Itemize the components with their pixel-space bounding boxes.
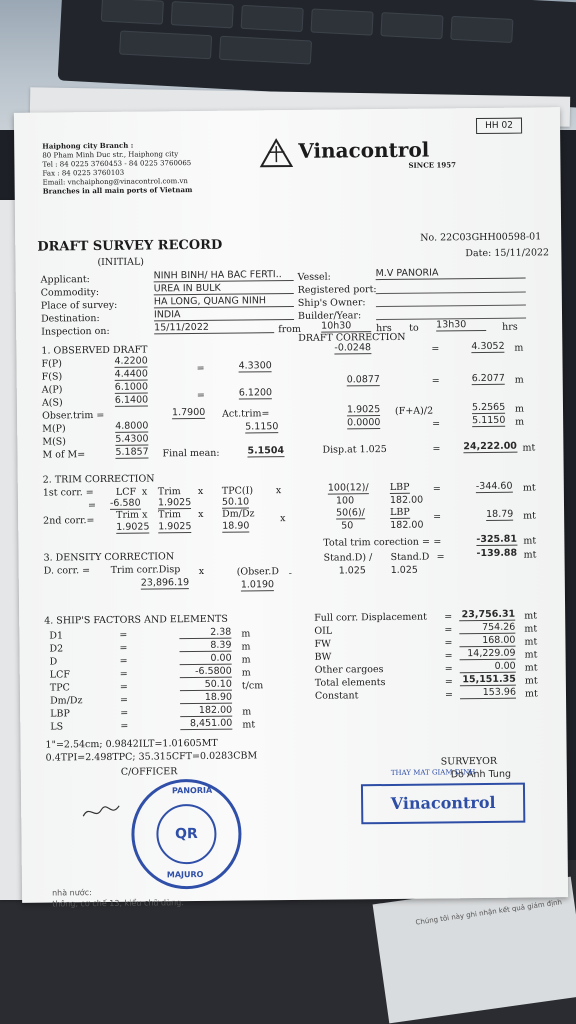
vessel-label: Vessel: xyxy=(297,271,331,283)
factor-label: LBP xyxy=(50,708,70,720)
record-number: No. 22C03GHH00598-01 xyxy=(420,231,542,244)
element-unit: mt xyxy=(524,623,538,635)
factor-value: 8.39 xyxy=(179,640,231,653)
destination-value: INDIA xyxy=(154,308,294,321)
stamp-port: MAJURO xyxy=(166,869,204,880)
fp-value: 4.2200 xyxy=(114,355,148,367)
first-corr-result: -344.60 xyxy=(475,480,513,493)
brand-since: SINCE 1957 xyxy=(408,160,457,170)
mp-label: M(P) xyxy=(42,423,66,435)
element-equals: = xyxy=(444,624,453,636)
footer-text-2: thông, cơ chế 13, kiểu chữ dùng. xyxy=(52,898,184,909)
factor-unit: m xyxy=(241,654,251,666)
fp-label: F(P) xyxy=(41,358,62,370)
factor-equals: = xyxy=(119,694,129,706)
a-correction-value: 0.0877 xyxy=(346,374,380,386)
as-value: 6.1400 xyxy=(114,394,149,406)
element-value: 0.00 xyxy=(460,661,516,674)
element-unit: mt xyxy=(524,675,538,687)
m-correction-value: 1.9025 xyxy=(346,404,381,416)
officer-label: C/OFFICER xyxy=(120,766,178,778)
obser-density-value: 1.0190 xyxy=(240,579,275,591)
factor-unit: m xyxy=(241,628,251,640)
record-title: DRAFT SURVEY RECORD xyxy=(37,237,223,255)
trim-corr-disp-value: 23,896.19 xyxy=(140,577,190,589)
form-code: HH 02 xyxy=(476,118,522,134)
total-trim-label: Total trim corection = xyxy=(323,536,430,549)
brand-name: Vinacontrol xyxy=(298,137,430,163)
element-equals: = xyxy=(444,663,453,675)
note-text: Chúng tôi này ghi nhận kết quả giám định xyxy=(415,898,563,927)
inspection-label: Inspection on: xyxy=(41,325,110,338)
density-label: D. corr. = xyxy=(43,565,91,577)
f-correction-value: -0.0248 xyxy=(334,342,372,354)
vinacontrol-stamp xyxy=(361,783,525,825)
factor-label: D1 xyxy=(49,630,64,642)
element-value: 14,229.09 xyxy=(460,648,516,661)
a-corrected-value: 6.2077 xyxy=(471,372,505,385)
element-label: Total elements xyxy=(314,677,386,689)
stamp-ship-name: PANORIA xyxy=(171,785,213,796)
element-label: Full corr. Displacement xyxy=(314,611,427,624)
factor-equals: = xyxy=(120,720,129,732)
record-subtitle: (INITIAL) xyxy=(97,256,145,269)
draft-survey-document: HH 02 Haiphong city Branch : 80 Pham Minh Duc str., Haiphong city Tel : 84 0225 3760453 - 84 0225 3760065 Fax : 84 0225 3760103 Email: vnchaiphong@vinacontrol.com.vn Branches in all main ports of Vietnam Vinacontrol SINCE 1957 DRAFT SURVEY RECORD (INITIAL) No. 22C03GHH00598-01 Date: 15/11/2022 Applicant: Commodity: Place of survey: Destination: Inspection on: NINH BINH/ HA BAC FERTI.. UREA IN BULK HA LONG, QUANG NINH INDIA 15/11/2022 from 10h30 hrs to 13h30 hrs Vessel: Registered port: Ship's Owner: Builder/Year: M.V PANORIA 1. OBSERVED DRAFT DRAFT CORRECTION F(P) F(S) A(P) A(S) Obser.trim = M(P) M(S) M of M= 4.2200 4.4400 6.1000 6.1400 4.8000 5.4300 5.1857 = 4.3300 = 6.1200 1.7900 Act.trim= 5.1150 Final mean: 5.1504 -0.0248 = 4.3052 m 0.0877 = 6.2077 m 1.9025 (F+A)/2 5.2565 m 0.0000 = 5.1150 m Disp.at 1.025 = 24,222.00 mt 2. TRIM CORRECTION 1st corr. = LCF x Trim x TPC(I) x = -6.580 1.9025 50.10 2nd corr.= Trim x Trim x Dm/Dz x 1.9025 1.9025 18.90 100(12)/ 100 50(6)/ 50 LBP 182.00 LBP 182.00 = -344.60 mt = 18.79 mt 3. DENSITY CORRECTION D. corr. = Trim corr.Disp x 23,896.19 (Obser.D 1.0190 - Total trim corection = Stand.D) / 1.025 Stand.D 1.025 = = -325.81 mt -139.88 mt 4. SHIP'S FACTORS AND ELEMENTS D1 = 2.38 m D2 = 8.39 m D = 0.00 m LCF = -6.5800 m TPC = 50.10 t/cm Dm/Dz = 18.90 LBP = 182.00 m LS = 8,451.00 mt 1"=2.54cm; 0.9842ILT=1.01605MT 0.4TPI=2.498TPC; 35.315CFT=0.0283CBM Full corr. Displacement = 23,756.31 mt OIL = 754.26 mt FW = 168.00 mt BW = 14,229.09 mt Other cargoes = 0.00 mt Total elements = 15,151.35 mt Constant = 153.96 mt C/OFFICER SURVEYOR Do Anh Tung THAY MAT GIAM DINH Vinacontrol PANORIA MAJURO QR nhà nước: thông, cơ chế 13, kiểu chữ dùng. xyxy=(14,107,568,903)
applicant-label: Applicant: xyxy=(40,274,90,286)
factor-equals: = xyxy=(119,668,128,680)
factor-label: D2 xyxy=(49,643,64,655)
hrs-label-2: hrs xyxy=(502,321,518,333)
branch-ports: Branches in all main ports of Vietnam xyxy=(42,185,193,196)
conversion-note-1: 1"=2.54cm; 0.9842ILT=1.01605MT xyxy=(45,737,218,751)
element-unit: mt xyxy=(524,610,538,622)
to-value: 13h30 xyxy=(436,319,486,332)
f-mean-value: 4.3300 xyxy=(238,360,272,372)
footer-text-1: nhà nước: xyxy=(52,888,92,898)
conversion-note-2: 0.4TPI=2.498TPC; 35.315CFT=0.0283CBM xyxy=(45,750,258,764)
s1-title: 1. OBSERVED DRAFT xyxy=(41,344,148,357)
place-value: HA LONG, QUANG NINH xyxy=(154,295,294,308)
applicant-value: NINH BINH/ HA BAC FERTI.. xyxy=(154,269,294,282)
factor-value: 18.90 xyxy=(180,692,232,705)
surveyor-name: Do Anh Tung xyxy=(450,768,512,781)
place-label: Place of survey: xyxy=(40,299,118,312)
total-trim-result: -325.81 xyxy=(476,533,518,546)
density-result: -139.88 xyxy=(476,547,518,560)
commodity-label: Commodity: xyxy=(40,286,100,299)
final-mean-label: Final mean: xyxy=(162,447,220,460)
vessel-value: M.V PANORIA xyxy=(376,267,526,281)
element-equals: = xyxy=(444,611,453,623)
s1-correction-title: DRAFT CORRECTION xyxy=(298,331,406,344)
element-label: OIL xyxy=(314,625,333,637)
m-correction-2-value: 0.0000 xyxy=(347,417,381,429)
vinacontrol-stamp-text: Vinacontrol xyxy=(390,792,496,813)
unit-m-3: m xyxy=(514,403,525,415)
element-label: Other cargoes xyxy=(314,664,384,676)
ms-label: M(S) xyxy=(42,436,67,448)
registered-port-label: Registered port: xyxy=(297,284,377,296)
s3-title: 3. DENSITY CORRECTION xyxy=(43,551,175,564)
mp-value: 4.8000 xyxy=(115,420,149,432)
trim-value: 1.9025 xyxy=(157,497,192,509)
factor-unit: m xyxy=(242,706,252,718)
unit-m-2: m xyxy=(514,374,524,386)
act-trim-label: Act.trim= xyxy=(221,408,270,420)
factor-label: D xyxy=(49,656,58,668)
factor-equals: = xyxy=(119,681,128,693)
mom-label: M of M= xyxy=(42,449,86,461)
element-value: 153.96 xyxy=(460,687,516,700)
fs-value: 4.4400 xyxy=(114,368,148,380)
element-unit: mt xyxy=(524,636,538,648)
ap-label: A(P) xyxy=(41,384,63,396)
factor-equals: = xyxy=(119,655,128,667)
element-unit: mt xyxy=(524,649,538,661)
unit-m: m xyxy=(514,342,524,354)
element-label: FW xyxy=(314,638,331,650)
branch-address: 80 Pham Minh Duc str., Haiphong city xyxy=(42,150,179,160)
builder-label: Builder/Year: xyxy=(297,310,362,322)
second-corr-label: 2nd corr.= xyxy=(43,515,95,527)
second-corr-result: 18.79 xyxy=(486,508,514,520)
to-label: to xyxy=(409,322,419,334)
factor-value: 182.00 xyxy=(180,705,232,718)
lcf-value: -6.580 xyxy=(109,497,141,509)
factor-equals: = xyxy=(119,629,128,641)
officer-signature xyxy=(81,802,121,825)
trim-a-value: 1.9025 xyxy=(116,521,150,533)
factor-value: -6.5800 xyxy=(180,666,232,679)
fa2-value: 5.2565 xyxy=(471,401,506,414)
element-unit: mt xyxy=(524,688,538,700)
branch-name: Haiphong city Branch : xyxy=(42,140,134,151)
f-corrected-value: 4.3052 xyxy=(471,340,505,353)
tpc-value: 50.10 xyxy=(221,496,250,508)
stamp-emblem: QR xyxy=(156,804,217,865)
as-label: A(S) xyxy=(41,397,63,409)
first-corr-label: 1st corr. = xyxy=(42,487,94,499)
branch-fax: Fax : 84 0225 3760103 xyxy=(42,168,125,178)
factor-equals: = xyxy=(120,707,129,719)
factor-unit: mt xyxy=(242,719,256,731)
disp-value: 24,222.00 xyxy=(463,440,517,453)
element-label: BW xyxy=(314,651,332,663)
owner-label: Ship's Owner: xyxy=(297,297,366,309)
factor-label: LCF xyxy=(49,669,70,681)
factor-unit: m xyxy=(241,641,251,653)
factor-value: 50.10 xyxy=(180,679,232,692)
factor-value: 0.00 xyxy=(180,653,232,666)
factor-equals: = xyxy=(119,642,128,654)
s4-title: 4. SHIP'S FACTORS AND ELEMENTS xyxy=(44,613,228,627)
element-equals: = xyxy=(444,637,453,649)
m-corrected-value: 5.1150 xyxy=(472,414,506,427)
unit-mt: mt xyxy=(522,442,536,454)
disp-label: Disp.at 1.025 xyxy=(322,443,387,456)
act-trim-value: 5.1150 xyxy=(245,421,279,433)
dmdz-value: 18.90 xyxy=(222,520,250,532)
branch-tel: Tel : 84 0225 3760453 - 84 0225 3760065 xyxy=(42,159,192,169)
ms-value: 5.4300 xyxy=(115,433,149,445)
fa2-label: (F+A)/2 xyxy=(394,405,434,417)
trim-label: Obser.trim = xyxy=(41,409,105,422)
hrs-label: hrs xyxy=(376,322,392,335)
obser-trim-value: 1.7900 xyxy=(171,406,206,419)
destination-label: Destination: xyxy=(40,312,100,325)
element-equals: = xyxy=(444,650,453,662)
trim-b-value: 1.9025 xyxy=(158,521,192,533)
ap-value: 6.1000 xyxy=(114,381,149,393)
record-date: Date: 15/11/2022 xyxy=(465,247,550,260)
factor-unit: m xyxy=(241,667,251,679)
from-value: 10h30 xyxy=(321,320,371,333)
final-mean-value: 5.1504 xyxy=(247,445,285,457)
factor-value: 2.38 xyxy=(179,627,231,640)
factor-value: 8,451.00 xyxy=(180,718,232,731)
element-value: 23,756.31 xyxy=(459,609,515,622)
factor-label: TPC xyxy=(49,682,70,694)
element-unit: mt xyxy=(524,662,538,674)
a-mean-value: 6.1200 xyxy=(238,387,273,399)
vinacontrol-logo-icon xyxy=(259,138,293,171)
branch-email: Email: vnchaiphong@vinacontrol.com.vn xyxy=(42,177,188,187)
surveyor-label: SURVEYOR xyxy=(440,755,498,768)
factor-label: LS xyxy=(50,721,64,733)
ship-stamp xyxy=(131,779,242,890)
factor-label: Dm/Dz xyxy=(49,695,83,707)
from-label: from xyxy=(278,323,302,336)
element-value: 168.00 xyxy=(459,635,515,648)
s2-title: 2. TRIM CORRECTION xyxy=(42,473,155,486)
element-equals: = xyxy=(444,676,453,688)
inspection-value: 15/11/2022 xyxy=(154,321,274,334)
element-value: 15,151.35 xyxy=(460,674,516,687)
commodity-value: UREA IN BULK xyxy=(154,282,294,295)
mom-value: 5.1857 xyxy=(115,446,149,458)
vinacontrol-stamp-above: THAY MAT GIAM DINH xyxy=(390,768,476,777)
unit-m-4: m xyxy=(515,416,525,428)
factor-unit: t/cm xyxy=(241,680,264,692)
element-value: 754.26 xyxy=(459,622,515,635)
element-label: Constant xyxy=(314,690,359,702)
element-equals: = xyxy=(444,689,454,701)
fs-label: F(S) xyxy=(41,371,63,383)
